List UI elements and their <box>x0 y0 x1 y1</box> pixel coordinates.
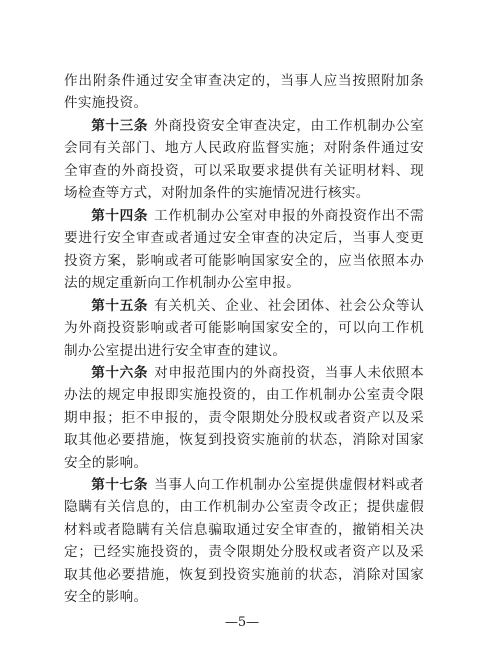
paragraph-text: 外商投资安全审查决定，由工作机制办公室会同有关部门、地方人民政府监督实施；对附条件通过安全审查的外商投资，可以采取要求提供有关证明材料、现场检查等方式，对附加条件的实施情况进行核实。 <box>64 118 425 202</box>
article-number: 第十三条 <box>91 118 149 134</box>
article-number: 第十五条 <box>91 298 149 314</box>
article-16 <box>64 362 424 474</box>
article-number: 第十六条 <box>91 365 149 381</box>
paragraph-text: 有关机关、企业、社会团体、社会公众等认为外商投资影响或者可能影响国家安全的，可以向工作机制办公室提出进行安全审查的建议。 <box>64 298 425 359</box>
paragraph-text: 工作机制办公室对申报的外商投资作出不需要进行安全审查或者通过安全审查的决定后，当事人变更投资方案，影响或者可能影响国家安全的，应当依照本办法的规定重新向工作机制办公室申报。 <box>64 208 425 292</box>
paragraph-text: 对申报范围内的外商投资，当事人未依照本办法的规定申报即实施投资的，由工作机制办公室责令限期申报；拒不申报的，责令限期处分股权或者资产以及采取其他必要措施，恢复到投资实施前的状态，消除对国家安全的影响。 <box>64 365 425 471</box>
article-15 <box>64 295 424 362</box>
article-number: 第十七条 <box>91 477 149 493</box>
paragraph-text: 当事人向工作机制办公室提供虚假材料或者隐瞒有关信息的，由工作机制办公室责令改正；提供虚假材料或者隐瞒有关信息骗取通过安全审查的，撤销相关决定；已经实施投资的，责令限期处分股权或者资产以及采取其他必要措施，恢复到投资实施前的状态，消除对国家安全的影响。 <box>64 477 425 606</box>
paragraph-text: 作出附条件通过安全审查决定的，当事人应当按照附加条件实施投资。 <box>64 73 424 112</box>
page-number: —5— <box>224 615 260 630</box>
article-17 <box>64 474 424 609</box>
article-14 <box>64 205 424 295</box>
article-13 <box>64 115 424 205</box>
paragraph-continuation <box>64 70 424 115</box>
article-number: 第十四条 <box>91 208 149 224</box>
